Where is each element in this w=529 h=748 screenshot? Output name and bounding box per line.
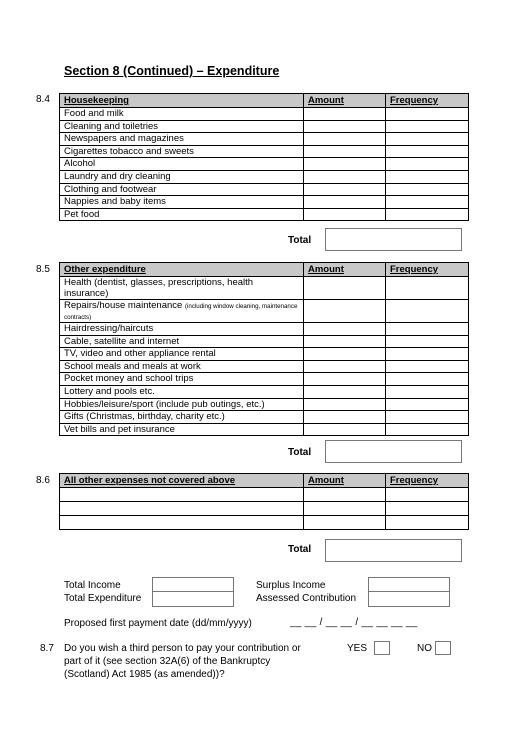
row-label: Health (dentist, glasses, prescriptions, health insurance) [60, 277, 304, 300]
row-label: Food and milk [60, 108, 304, 121]
table-row [60, 108, 469, 121]
table-row [60, 385, 469, 398]
total-expenditure-field[interactable] [152, 591, 234, 607]
amount-cell[interactable] [304, 277, 386, 300]
other-expenses-table [59, 473, 469, 530]
header-amount: Amount [304, 94, 386, 108]
row-label: Newspapers and magazines [60, 133, 304, 146]
question-line: part of it (see section 32A(6) of the Bankruptcy [64, 656, 271, 667]
row-label: Pet food [60, 208, 304, 221]
frequency-cell[interactable] [386, 145, 469, 158]
frequency-cell[interactable] [386, 398, 469, 411]
amount-cell[interactable] [304, 373, 386, 386]
row-label-repairs [60, 300, 304, 323]
row-label: Nappies and baby items [60, 196, 304, 209]
frequency-cell[interactable] [386, 133, 469, 146]
table-row [60, 277, 469, 300]
no-checkbox[interactable] [435, 641, 451, 655]
section-number-8-6: 8.6 [36, 475, 50, 486]
table-row [60, 158, 469, 171]
no-label: NO [417, 643, 432, 654]
table-row [60, 145, 469, 158]
amount-cell[interactable] [304, 411, 386, 424]
table-row [60, 398, 469, 411]
table-row [60, 488, 469, 502]
frequency-cell[interactable] [386, 516, 469, 530]
amount-cell[interactable] [304, 348, 386, 361]
amount-cell[interactable] [304, 158, 386, 171]
header-other-expenses: All other expenses not covered above [60, 474, 304, 488]
amount-cell[interactable] [304, 502, 386, 516]
repairs-note: (including window cleaning, maintenance contracts) [64, 303, 298, 321]
amount-cell[interactable] [304, 196, 386, 209]
row-label: Cigarettes tobacco and sweets [60, 145, 304, 158]
frequency-cell[interactable] [386, 208, 469, 221]
row-label: Clothing and footwear [60, 183, 304, 196]
total-income-label: Total Income [64, 580, 121, 591]
table-row [60, 423, 469, 436]
frequency-cell[interactable] [386, 323, 469, 336]
header-frequency: Frequency [386, 94, 469, 108]
third-person-question [64, 642, 334, 681]
amount-cell[interactable] [304, 335, 386, 348]
table-row [60, 411, 469, 424]
row-label: Gifts (Christmas, birthday, charity etc.) [60, 411, 304, 424]
total-label-8-5: Total [288, 447, 312, 458]
question-line: Do you wish a third person to pay your contribution or [64, 643, 301, 654]
expense-description-cell[interactable] [60, 502, 304, 516]
table-row [60, 196, 469, 209]
frequency-cell[interactable] [386, 335, 469, 348]
row-label: Pocket money and school trips [60, 373, 304, 386]
amount-cell[interactable] [304, 120, 386, 133]
housekeeping-table [59, 93, 469, 221]
frequency-cell[interactable] [386, 411, 469, 424]
frequency-cell[interactable] [386, 488, 469, 502]
frequency-cell[interactable] [386, 108, 469, 121]
total-field-8-5[interactable] [325, 440, 462, 463]
header-housekeeping: Housekeeping [60, 94, 304, 108]
frequency-cell[interactable] [386, 300, 469, 323]
repairs-label: Repairs/house maintenance [64, 300, 183, 311]
page-title: Section 8 (Continued) – Expenditure [64, 64, 280, 78]
amount-cell[interactable] [304, 170, 386, 183]
table-row [60, 170, 469, 183]
section-number-8-4: 8.4 [36, 94, 50, 105]
header-frequency: Frequency [386, 263, 469, 277]
table-row [60, 208, 469, 221]
header-amount: Amount [304, 263, 386, 277]
total-field-8-6[interactable] [325, 539, 462, 562]
amount-cell[interactable] [304, 133, 386, 146]
row-label: Cable, satellite and internet [60, 335, 304, 348]
table-header-row [60, 94, 469, 108]
total-label-8-4: Total [288, 235, 312, 246]
frequency-cell[interactable] [386, 360, 469, 373]
total-label-8-6: Total [288, 544, 312, 555]
other-expenditure-table [59, 262, 469, 436]
table-header-row [60, 263, 469, 277]
table-row [60, 348, 469, 361]
amount-cell[interactable] [304, 108, 386, 121]
question-line: (Scotland) Act 1985 (as amended))? [64, 669, 225, 680]
frequency-cell[interactable] [386, 170, 469, 183]
frequency-cell[interactable] [386, 502, 469, 516]
frequency-cell[interactable] [386, 348, 469, 361]
frequency-cell[interactable] [386, 183, 469, 196]
amount-cell[interactable] [304, 488, 386, 502]
table-row [60, 120, 469, 133]
row-label: Lottery and pools etc. [60, 385, 304, 398]
section-number-8-5: 8.5 [36, 264, 50, 275]
table-row [60, 516, 469, 530]
amount-cell[interactable] [304, 385, 386, 398]
row-label: TV, video and other appliance rental [60, 348, 304, 361]
row-label: Vet bills and pet insurance [60, 423, 304, 436]
table-row [60, 183, 469, 196]
frequency-cell[interactable] [386, 423, 469, 436]
row-label: School meals and meals at work [60, 360, 304, 373]
amount-cell[interactable] [304, 398, 386, 411]
total-expenditure-label: Total Expenditure [64, 593, 142, 604]
table-row [60, 300, 469, 323]
amount-cell[interactable] [304, 516, 386, 530]
amount-cell[interactable] [304, 208, 386, 221]
frequency-cell[interactable] [386, 158, 469, 171]
frequency-cell[interactable] [386, 277, 469, 300]
amount-cell[interactable] [304, 423, 386, 436]
table-row [60, 133, 469, 146]
frequency-cell[interactable] [386, 373, 469, 386]
table-row [60, 335, 469, 348]
amount-cell[interactable] [304, 360, 386, 373]
row-label: Alcohol [60, 158, 304, 171]
table-row [60, 360, 469, 373]
table-header-row [60, 474, 469, 488]
row-label: Hobbies/leisure/sport (include pub outings, etc.) [60, 398, 304, 411]
section-number-8-7: 8.7 [40, 643, 54, 654]
yes-label: YES [347, 643, 368, 654]
table-row [60, 502, 469, 516]
amount-cell[interactable] [304, 300, 386, 323]
total-field-8-4[interactable] [325, 228, 462, 251]
amount-cell[interactable] [304, 323, 386, 336]
frequency-cell[interactable] [386, 120, 469, 133]
yes-checkbox[interactable] [374, 641, 390, 655]
header-frequency: Frequency [386, 474, 469, 488]
expense-description-cell[interactable] [60, 488, 304, 502]
assessed-contribution-label: Assessed Contribution [256, 593, 357, 604]
expense-description-cell[interactable] [60, 516, 304, 530]
row-label: Laundry and dry cleaning [60, 170, 304, 183]
row-label: Hairdressing/haircuts [60, 323, 304, 336]
header-amount: Amount [304, 474, 386, 488]
frequency-cell[interactable] [386, 196, 469, 209]
header-other-expenditure: Other expenditure [60, 263, 304, 277]
payment-date-field[interactable]: __ __ / __ __ / __ __ __ __ [290, 617, 418, 628]
amount-cell[interactable] [304, 183, 386, 196]
table-row [60, 373, 469, 386]
frequency-cell[interactable] [386, 385, 469, 398]
surplus-income-label: Surplus Income [256, 580, 326, 591]
table-row [60, 323, 469, 336]
amount-cell[interactable] [304, 145, 386, 158]
payment-date-label: Proposed first payment date (dd/mm/yyyy) [64, 618, 252, 629]
row-label: Cleaning and toiletries [60, 120, 304, 133]
assessed-contribution-field[interactable] [368, 591, 450, 607]
